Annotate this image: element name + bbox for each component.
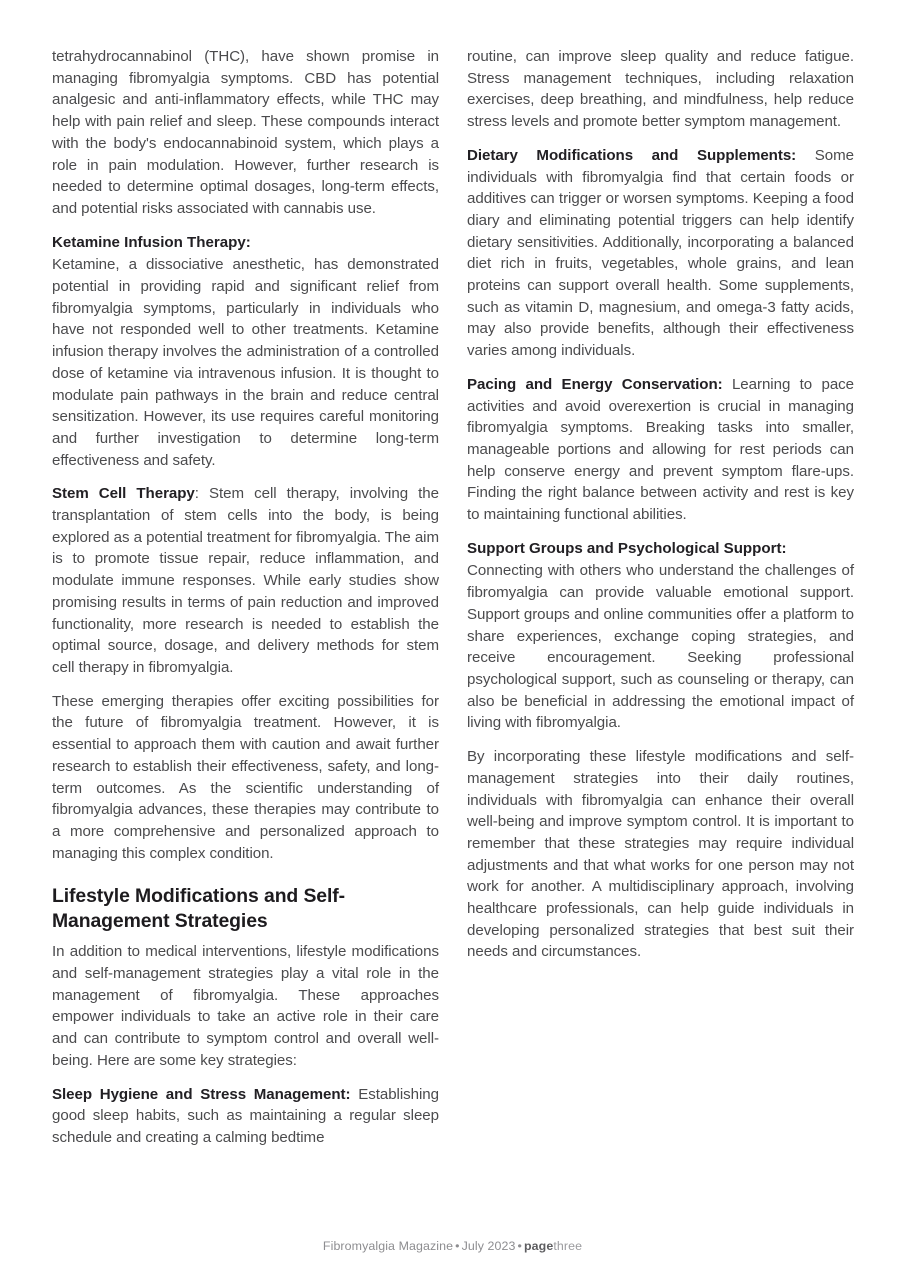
paragraph-pacing-text: Learning to pace activities and avoid overexertion is crucial in managing fibromyalgia symptoms. Breaking tasks into smaller, manageable portions and allowing for rest periods can help conserve energy and prevent symptom flare-ups. Finding the right balance between activity and rest is key to maintaining functional abilities.: [467, 375, 854, 524]
paragraph-sleep-hygiene-text: Establishing good sleep habits, such as maintaining a regular sleep schedule and creating a calming bedtime: [52, 1085, 439, 1146]
runin-pacing-and-energy-conservation: Pacing and Energy Conservation:: [467, 375, 723, 393]
runin-stem-cell-therapy: Stem Cell Therapy: [52, 485, 195, 503]
subheading-support-groups-and-psychological-support: Support Groups and Psychological Support:: [467, 539, 787, 557]
paragraph-emerging-therapies: These emerging therapies offer exciting possibilities for the future of fibromyalgia treatment. However, it is essential to approach them with caution and await further research to establish their effectiveness, safety, and long-term outcomes. As the scientific understanding of fibromyalgia advances, these therapies may contribute to a more comprehensive and personalized approach to managing this complex condition.: [52, 692, 439, 862]
paragraph-ketamine: Ketamine, a dissociative anesthetic, has demonstrated potential in providing rapid and significant relief from fibromyalgia symptoms, particularly in individuals who have not responded well to other treatments. Ketamine infusion therapy involves the administration of a controlled dose of ketamine via intravenous infusion. It is thought to modulate pain pathways in the brain and reduce central sensitization. However, its use requires careful monitoring and further investigation to determine long-term effectiveness and safety.: [52, 256, 439, 469]
runin-sleep-hygiene-and-stress-management: Sleep Hygiene and Stress Management:: [52, 1085, 351, 1103]
paragraph-cannabinoids: tetrahydrocannabinol (THC), have shown promise in managing fibromyalgia symptoms. CBD has potential analgesic and anti-inflammatory effects, while THC may help with pain relief and sleep. These compounds interact with the body's endocannabinoid system, which plays a role in pain modulation. However, further research is needed to determine optimal dosages, long-term effects, and potential risks associated with cannabis use.: [52, 48, 439, 217]
footer-separator-icon: •: [455, 1239, 460, 1253]
subheading-ketamine-infusion-therapy: Ketamine Infusion Therapy:: [52, 233, 251, 251]
runin-dietary-modifications-and-supplements: Dietary Modifications and Supplements:: [467, 146, 797, 164]
page-footer: [0, 1238, 905, 1254]
paragraph-sleep-hygiene-continued: routine, can improve sleep quality and reduce fatigue. Stress management techniques, including relaxation exercises, deep breathing, and mindfulness, help reduce stress levels and promote better symptom management.: [467, 48, 854, 131]
footer-issue-date: July 2023: [461, 1239, 516, 1253]
paragraph-stem-cell: [52, 483, 439, 678]
right-column: [467, 46, 854, 1206]
footer-page-label: page: [523, 1239, 554, 1253]
paragraph-dietary-modifications: [467, 145, 854, 362]
paragraph-conclusion: By incorporating these lifestyle modifications and self-management strategies into their daily routines, individuals with fibromyalgia can enhance their overall well-being and improve symptom control. It is important to remember that these strategies may require individual adjustments and that what works for one person may not work for another. A multidisciplinary approach, involving healthcare professionals, can help guide individuals in developing personalized strategies that best suit their needs and circumstances.: [467, 748, 854, 961]
paragraph-support-groups: Connecting with others who understand the challenges of fibromyalgia can provide valuable emotional support. Support groups and online communities offer a platform to share experiences, exchange coping strategies, and receive encouragement. Seeking professional psychological support, such as counseling or therapy, can also be beneficial in addressing the emotional impact of living with fibromyalgia.: [467, 562, 854, 732]
paragraph-sleep-hygiene: [52, 1084, 439, 1149]
paragraph-lifestyle-intro: In addition to medical interventions, lifestyle modifications and self-management strategies play a vital role in the management of fibromyalgia. These approaches empower individuals to take an active role in their care and can contribute to symptom control and overall well-being. Here are some key strategies:: [52, 943, 439, 1069]
section-heading-lifestyle-modifications: Lifestyle Modifications and Self-Management Strategies: [52, 885, 345, 933]
paragraph-dietary-modifications-text: Some individuals with fibromyalgia find that certain foods or additives can trigger or worsen symptoms. Keeping a food diary and eliminating potential triggers can help identify dietary sensitivities. Additionally, incorporating a balanced diet rich in fruits, vegetables, whole grains, and lean proteins can support overall health. Some supplements, such as vitamin D, magnesium, and omega-3 fatty acids, may also provide benefits, although their effectiveness varies among individuals.: [467, 146, 854, 360]
footer-separator-icon-2: •: [517, 1239, 522, 1253]
paragraph-pacing-energy-conservation: [467, 374, 854, 526]
footer-page-number: three: [553, 1239, 583, 1253]
two-column-layout: [52, 46, 853, 1206]
left-column: [52, 46, 439, 1206]
paragraph-stem-cell-text: : Stem cell therapy, involving the transplantation of stem cells into the body, is being explored as a potential treatment for fibromyalgia. The aim is to promote tissue repair, reduce inflammation, and modulate immune responses. While early studies show promising results in terms of pain reduction and improved functionality, more research is needed to establish the optimal source, dosage, and delivery methods for stem cell therapy in fibromyalgia.: [52, 485, 439, 676]
footer-publication-name: Fibromyalgia Magazine: [322, 1239, 454, 1253]
